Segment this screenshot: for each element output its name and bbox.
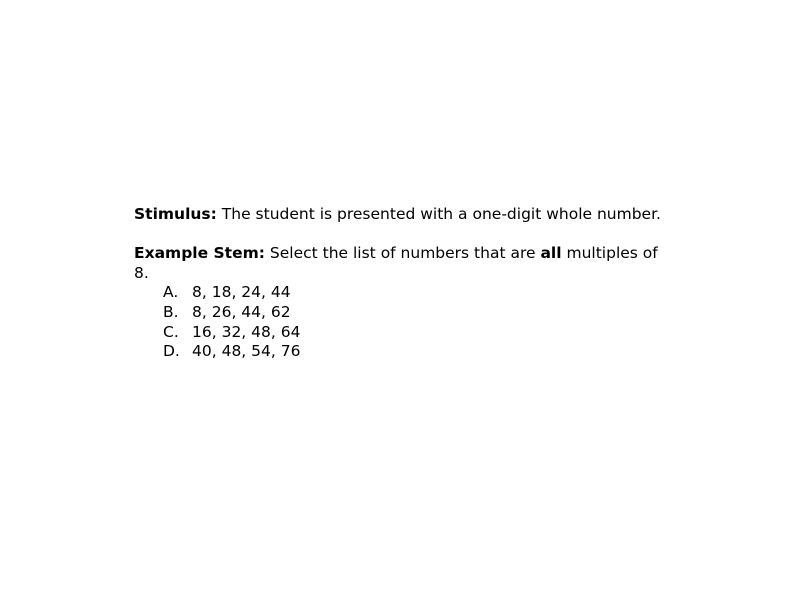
option-text: 8, 18, 24, 44 (192, 283, 291, 302)
answer-option-b (163, 303, 674, 323)
option-text: 40, 48, 54, 76 (192, 342, 301, 361)
option-text: 16, 32, 48, 64 (192, 322, 301, 341)
answer-option-a (163, 283, 674, 303)
answer-option-c (163, 323, 674, 343)
example-stem-paragraph (134, 244, 674, 283)
option-letter: A. (163, 283, 179, 302)
option-letter: D. (163, 342, 180, 361)
option-letter: B. (163, 302, 179, 321)
example-stem-text-before: Select the list of numbers that are (269, 244, 536, 263)
paragraph-spacer (134, 225, 674, 245)
answer-options (134, 283, 674, 361)
stimulus-paragraph (134, 205, 674, 225)
example-stem-label: Example Stem: (134, 244, 265, 263)
example-stem-emphasis: all (540, 244, 562, 263)
option-letter: C. (163, 322, 179, 341)
option-text: 8, 26, 44, 62 (192, 302, 291, 321)
stimulus-text: The student is presented with a one-digit whole number. (221, 205, 661, 223)
stimulus-label: Stimulus: (134, 205, 217, 223)
answer-option-d (163, 342, 674, 362)
example-stem-text-after: multiples of 8. (134, 244, 658, 282)
item-specification (134, 205, 674, 362)
